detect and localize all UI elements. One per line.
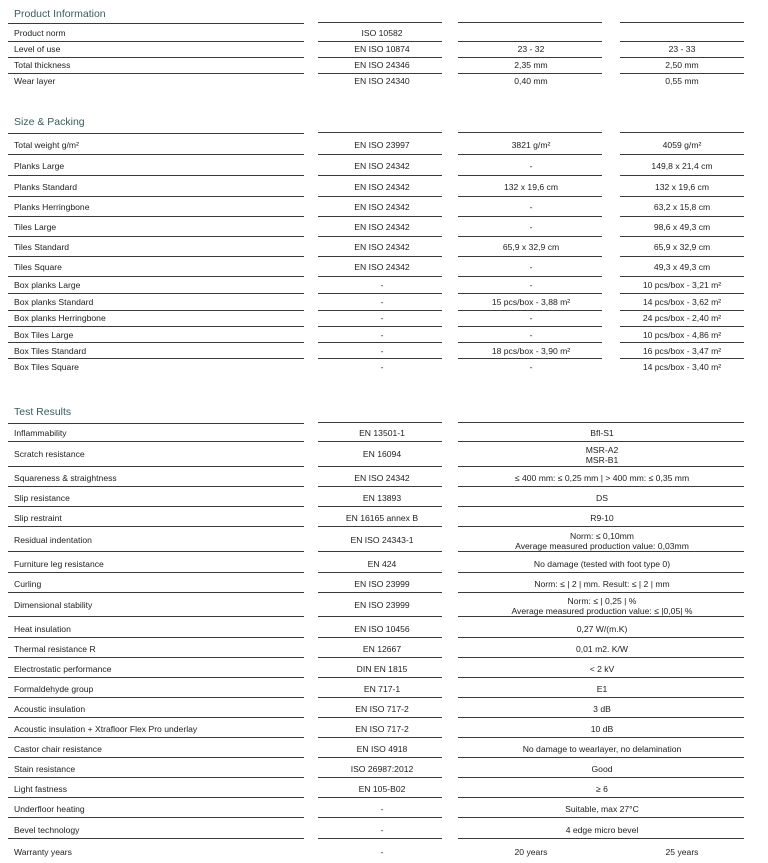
row-divider [318,358,442,359]
row-value-a: 20 years [514,847,548,857]
row-divider [8,256,304,257]
row-norm: EN ISO 24342 [354,262,410,272]
row-label: Slip resistance [14,493,70,503]
row-divider [620,342,744,343]
row-divider [458,256,602,257]
row-value-a: - [529,262,533,272]
row-divider [458,41,602,42]
row-norm: EN ISO 24342 [354,242,410,252]
row-value-a: - [529,202,533,212]
row-norm: - [380,825,384,835]
row-divider [318,41,442,42]
row-value-b: 63,2 x 15,8 cm [653,202,711,212]
row-divider [318,293,442,294]
row-label: Box Tiles Square [14,362,79,372]
row-divider [620,276,744,277]
row-label: Residual indentation [14,535,92,545]
row-norm: EN 424 [367,559,397,569]
row-value-a: 3821 g/m² [511,140,551,150]
row-label: Planks Large [14,161,65,171]
row-divider [318,196,442,197]
row-value-b: 23 - 33 [668,44,696,54]
row-divider [318,697,442,698]
row-label: Thermal resistance R [14,644,96,654]
row-value-a: 0,40 mm [514,76,548,86]
row-divider [318,737,442,738]
row-divider [8,657,304,658]
row-divider [8,697,304,698]
row-divider [458,777,744,778]
row-divider [458,486,744,487]
row-divider [8,276,304,277]
row-divider [620,236,744,237]
row-value: Suitable, max 27°C [565,804,639,814]
row-label: Box planks Large [14,280,81,290]
row-value-b: 10 pcs/box - 4,86 m² [642,330,722,340]
row-norm: EN ISO 24346 [354,60,410,70]
row-divider [458,572,744,573]
row-label: Box planks Standard [14,297,94,307]
row-norm: EN ISO 24342 [354,202,410,212]
row-divider [318,777,442,778]
row-value-a: - [529,280,533,290]
row-divider [620,41,744,42]
row-divider [8,196,304,197]
row-divider [458,697,744,698]
row-value: Good [591,764,613,774]
row-divider [318,551,442,552]
row-norm: - [380,297,384,307]
row-norm: EN 16165 annex B [345,513,419,523]
column-header-line [620,22,744,23]
row-value-a: 18 pcs/box - 3,90 m² [491,346,571,356]
row-value-b: 149,8 x 21,4 cm [651,161,713,171]
row-divider [458,236,602,237]
row-divider [458,757,744,758]
row-divider [458,616,744,617]
row-divider [318,175,442,176]
row-divider [620,73,744,74]
row-label: Level of use [14,44,61,54]
row-label: Tiles Standard [14,242,70,252]
row-value: ≤ 400 mm: ≤ 0,25 mm | > 400 mm: ≤ 0,35 mm [514,473,690,483]
row-norm: EN ISO 4918 [356,744,408,754]
row-value-line2: MSR-B1 [585,455,619,465]
row-value: Norm: ≤ | 0,25 | % [567,596,637,606]
row-divider [318,236,442,237]
row-divider [458,526,744,527]
row-divider [8,154,304,155]
row-value: Norm: ≤ 0,10mm [570,531,634,541]
row-norm: EN 717-1 [363,684,401,694]
row-divider [8,506,304,507]
column-header-line [458,422,744,423]
row-divider [318,506,442,507]
row-divider [458,466,744,467]
row-divider [8,293,304,294]
row-norm: EN 13893 [362,493,402,503]
row-norm: ISO 10582 [361,28,403,38]
product-info-title: Product Information [14,8,106,20]
test-results-title: Test Results [14,406,72,418]
row-label: Planks Herringbone [14,202,90,212]
row-norm: EN ISO 717-2 [355,724,409,734]
row-divider [318,326,442,327]
row-divider [620,256,744,257]
row-divider [318,817,442,818]
row-value-a: 2,35 mm [514,60,548,70]
row-value-a: 23 - 32 [517,44,545,54]
row-label: Underfloor heating [14,804,85,814]
row-divider [318,616,442,617]
row-divider [8,358,304,359]
row-divider [458,677,744,678]
row-value-b: 25 years [665,847,699,857]
column-header-line [458,132,602,133]
row-divider [8,592,304,593]
row-divider [8,616,304,617]
row-norm: EN ISO 23999 [354,600,410,610]
row-divider [620,326,744,327]
row-label: Inflammability [14,428,67,438]
row-label: Total weight g/m² [14,140,79,150]
row-divider [458,196,602,197]
row-norm: EN ISO 24340 [354,76,410,86]
row-norm: EN ISO 717-2 [355,704,409,714]
row-value-b: 14 pcs/box - 3,40 m² [642,362,722,372]
row-divider [458,342,602,343]
row-value: R9-10 [590,513,614,523]
row-label: Castor chair resistance [14,744,102,754]
row-divider [8,717,304,718]
row-divider [458,310,602,311]
row-divider [318,657,442,658]
row-value-b: 49,3 x 49,3 cm [653,262,711,272]
row-norm: EN ISO 10456 [354,624,410,634]
row-divider [458,717,744,718]
row-label: Dimensional stability [14,600,93,610]
row-value-a: - [529,161,533,171]
row-value: ≥ 6 [596,784,608,794]
row-value-a: - [529,362,533,372]
row-value-a: - [529,222,533,232]
row-value: 4 edge micro bevel [565,825,639,835]
column-header-line [318,422,442,423]
row-divider [620,358,744,359]
row-value: DS [596,493,608,503]
row-divider [318,526,442,527]
row-norm: EN 105-B02 [358,784,406,794]
row-divider [318,838,442,839]
section-underline [8,23,304,24]
row-divider [8,737,304,738]
row-label: Product norm [14,28,66,38]
row-divider [458,326,602,327]
row-divider [8,236,304,237]
row-norm: - [380,346,384,356]
row-norm: EN ISO 24342 [354,161,410,171]
row-value: 3 dB [593,704,611,714]
row-value-b: 14 pcs/box - 3,62 m² [642,297,722,307]
row-value-b: 24 pcs/box - 2,40 m² [642,313,722,323]
row-label: Stain resistance [14,764,76,774]
row-divider [8,73,304,74]
row-norm: - [380,280,384,290]
row-divider [8,551,304,552]
row-divider [318,797,442,798]
row-label: Planks Standard [14,182,78,192]
row-divider [458,551,744,552]
row-label: Total thickness [14,60,71,70]
row-label: Furniture leg resistance [14,559,104,569]
row-value-a: 132 x 19,6 cm [504,182,558,192]
row-label: Heat insulation [14,624,71,634]
row-divider [458,276,602,277]
row-label: Tiles Square [14,262,62,272]
row-label: Tiles Large [14,222,57,232]
size-packing-title: Size & Packing [14,116,85,128]
row-divider [8,57,304,58]
row-label: Formaldehyde group [14,684,94,694]
row-divider [458,175,602,176]
row-divider [458,506,744,507]
row-label: Light fastness [14,784,68,794]
row-divider [458,293,602,294]
column-header-line [458,22,602,23]
row-divider [458,737,744,738]
row-divider [318,486,442,487]
column-header-line [620,132,744,133]
row-divider [8,216,304,217]
row-value: No damage to wearlayer, no delamination [522,744,682,754]
row-norm: EN 12667 [362,644,402,654]
row-divider [318,216,442,217]
row-value-b: 10 pcs/box - 3,21 m² [642,280,722,290]
row-value-a: 65,9 x 32,9 cm [502,242,560,252]
section-underline [8,133,304,134]
row-divider [8,817,304,818]
row-norm: DIN EN 1815 [356,664,408,674]
row-norm: - [380,330,384,340]
row-label: Slip restraint [14,513,62,523]
row-divider [318,276,442,277]
row-divider [458,657,744,658]
row-divider [318,757,442,758]
column-header-line [318,132,442,133]
row-divider [620,293,744,294]
row-label: Acoustic insulation + Xtrafloor Flex Pro underlay [14,724,198,734]
row-value-b: 65,9 x 32,9 cm [653,242,711,252]
row-divider [8,486,304,487]
row-divider [620,175,744,176]
row-divider [8,797,304,798]
row-norm: EN ISO 23997 [354,140,410,150]
row-divider [620,216,744,217]
row-norm: ISO 26987:2012 [350,764,414,774]
row-value: 10 dB [590,724,614,734]
row-value-b: 16 pcs/box - 3,47 m² [642,346,722,356]
row-norm: EN ISO 23999 [354,579,410,589]
row-divider [8,757,304,758]
row-value-b: 132 x 19,6 cm [655,182,709,192]
row-value: 0,27 W/(m.K) [576,624,628,634]
row-value: Bfl-S1 [590,428,614,438]
row-divider [8,175,304,176]
row-value-b: 2,50 mm [665,60,699,70]
row-value: Norm: ≤ | 2 | mm. Result: ≤ | 2 | mm [534,579,670,589]
row-divider [8,310,304,311]
row-norm: - [380,847,384,857]
row-divider [8,441,304,442]
row-divider [318,256,442,257]
row-divider [620,310,744,311]
row-value: < 2 kV [589,664,615,674]
row-divider [318,154,442,155]
column-header-line [318,22,442,23]
row-divider [318,441,442,442]
row-divider [318,572,442,573]
row-label: Curling [14,579,42,589]
row-value: 0,01 m2. K/W [575,644,629,654]
row-divider [318,677,442,678]
row-divider [620,57,744,58]
row-divider [318,57,442,58]
row-label: Electrostatic performance [14,664,112,674]
row-norm: EN ISO 10874 [354,44,410,54]
row-divider [318,717,442,718]
row-label: Scratch resistance [14,449,85,459]
row-divider [8,326,304,327]
row-divider [318,592,442,593]
row-value-b: 98,6 x 49,3 cm [653,222,711,232]
row-divider [318,310,442,311]
row-divider [458,797,744,798]
row-divider [620,154,744,155]
row-norm: EN 16094 [362,449,402,459]
row-divider [8,342,304,343]
row-norm: - [380,804,384,814]
row-value-line2: Average measured production value: 0,03mm [515,541,689,551]
row-divider [8,777,304,778]
row-label: Box Tiles Standard [14,346,87,356]
row-value-a: 15 pcs/box - 3,88 m² [491,297,571,307]
row-value-b: 4059 g/m² [662,140,702,150]
section-underline [8,423,304,424]
row-norm: EN 13501-1 [359,428,405,438]
row-divider [318,466,442,467]
row-divider [458,838,744,839]
row-value: No damage (tested with foot type 0) [533,559,671,569]
row-divider [8,838,304,839]
row-norm: EN ISO 24342 [354,473,410,483]
row-norm: - [380,313,384,323]
row-value: MSR-A2 [585,445,619,455]
row-value-b: 0,55 mm [665,76,699,86]
row-label: Wear layer [14,76,56,86]
row-label: Bevel technology [14,825,80,835]
row-divider [8,466,304,467]
row-divider [458,637,744,638]
row-divider [458,441,744,442]
row-divider [458,358,602,359]
row-divider [318,73,442,74]
row-divider [458,817,744,818]
row-divider [8,637,304,638]
row-divider [458,216,602,217]
row-divider [458,57,602,58]
row-norm: EN ISO 24343-1 [350,535,414,545]
row-value-a: - [529,313,533,323]
row-label: Squareness & straightness [14,473,117,483]
row-value: E1 [596,684,608,694]
row-label: Warranty years [14,847,72,857]
row-value-line2: Average measured production value: ≤ |0,05| % [511,606,693,616]
row-norm: EN ISO 24342 [354,182,410,192]
row-divider [8,572,304,573]
row-divider [8,526,304,527]
row-divider [458,73,602,74]
row-divider [458,154,602,155]
row-divider [318,637,442,638]
row-norm: - [380,362,384,372]
row-divider [620,196,744,197]
row-divider [8,677,304,678]
row-label: Acoustic insulation [14,704,86,714]
row-norm: EN ISO 24342 [354,222,410,232]
row-label: Box planks Herringbone [14,313,106,323]
row-divider [318,342,442,343]
row-divider [8,41,304,42]
row-value-a: - [529,330,533,340]
row-divider [458,592,744,593]
row-label: Box Tiles Large [14,330,74,340]
